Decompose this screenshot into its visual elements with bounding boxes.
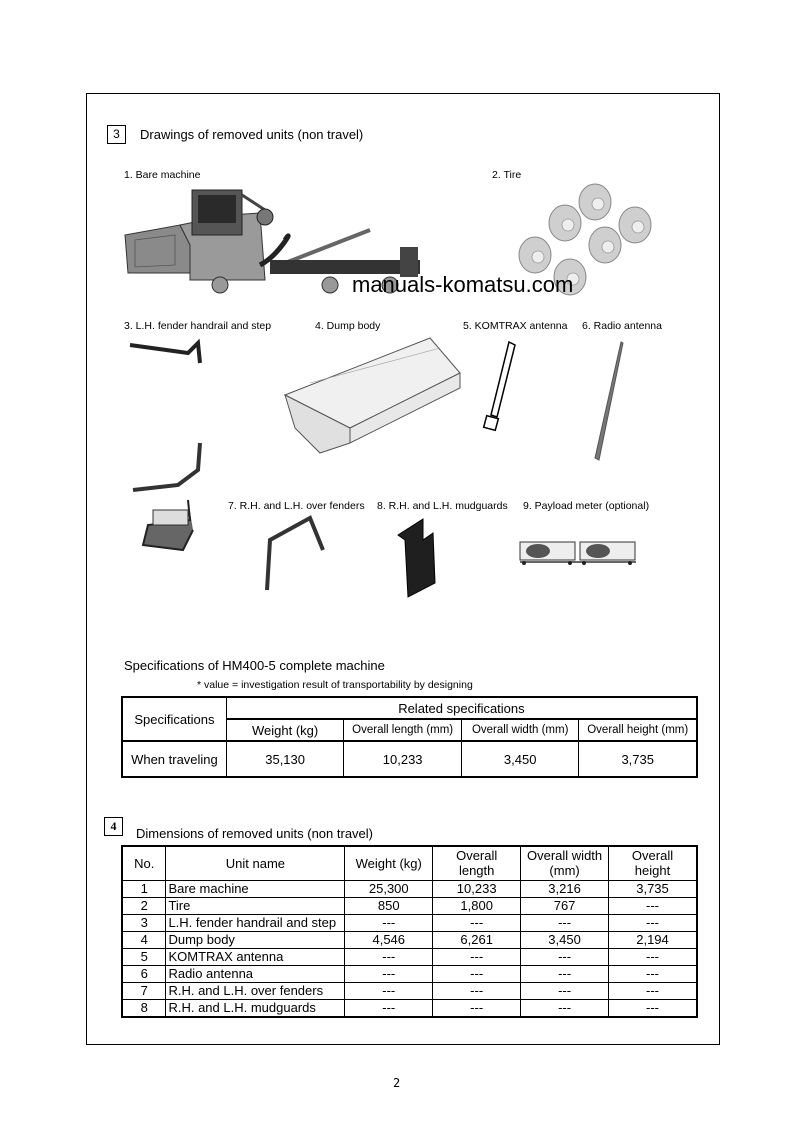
caption-payload-meter: 9. Payload meter (optional) [523,500,650,512]
row-name: R.H. and L.H. over fenders [166,982,345,999]
spec-value-length: 10,233 [344,741,462,777]
caption-fender-handrail: 3. L.H. fender handrail and step [124,320,272,332]
spec-table [121,696,698,778]
mudguards-drawing [393,515,443,600]
row-no: 2 [122,897,166,914]
spec-row-label: When traveling [122,741,226,777]
watermark: manuals-komatsu.com [352,272,574,297]
row-height: --- [609,897,697,914]
dims-col-height: Overall height [609,846,697,880]
row-height: --- [609,914,697,931]
spec-header-group: Related specifications [226,697,697,719]
row-weight: --- [345,948,433,965]
row-height: --- [609,948,697,965]
dims-col-length: Overall length [433,846,521,880]
row-no: 4 [122,931,166,948]
dims-col-width: Overall width (mm) [521,846,609,880]
spec-col-weight: Weight (kg) [226,719,344,741]
section-3-title: Drawings of removed units (non travel) [140,127,364,142]
row-height: --- [609,982,697,999]
table-row [122,897,697,914]
row-name: KOMTRAX antenna [166,948,345,965]
caption-mudguards: 8. R.H. and L.H. mudguards [377,500,508,512]
row-no: 8 [122,999,166,1017]
spec-header-left: Specifications [122,697,226,741]
spec-col-height: Overall height (mm) [579,719,697,741]
caption-radio-antenna: 6. Radio antenna [582,320,662,332]
page-number: 2 [393,1076,401,1090]
payload-meter-drawing [518,538,638,568]
row-weight: 850 [345,897,433,914]
spec-note: * value = investigation result of transportability by designing [197,679,473,691]
row-name: R.H. and L.H. mudguards [166,999,345,1017]
row-length: --- [433,999,521,1017]
row-length: --- [433,982,521,999]
caption-bare-machine: 1. Bare machine [124,169,201,181]
spec-value-height: 3,735 [579,741,697,777]
row-no: 5 [122,948,166,965]
dims-col-no: No. [122,846,166,880]
row-width: --- [521,982,609,999]
caption-over-fenders: 7. R.H. and L.H. over fenders [228,500,365,512]
row-name: Bare machine [166,880,345,897]
row-weight: --- [345,999,433,1017]
table-row [122,982,697,999]
table-row [122,914,697,931]
row-weight: --- [345,965,433,982]
row-name: L.H. fender handrail and step [166,914,345,931]
caption-dump-body: 4. Dump body [315,320,381,332]
table-row [122,999,697,1017]
table-row [122,880,697,897]
spec-value-weight: 35,130 [226,741,344,777]
row-name: Dump body [166,931,345,948]
spec-col-width: Overall width (mm) [461,719,579,741]
dims-col-unit: Unit name [166,846,345,880]
spec-col-length: Overall length (mm) [344,719,462,741]
row-weight: --- [345,982,433,999]
caption-komtrax-antenna: 5. KOMTRAX antenna [463,320,568,332]
row-length: --- [433,965,521,982]
dims-col-weight: Weight (kg) [345,846,433,880]
row-weight: 4,546 [345,931,433,948]
table-row [122,931,697,948]
row-no: 7 [122,982,166,999]
spec-value-width: 3,450 [461,741,579,777]
row-height: 3,735 [609,880,697,897]
row-length: 10,233 [433,880,521,897]
row-no: 6 [122,965,166,982]
row-length: --- [433,914,521,931]
row-weight: --- [345,914,433,931]
dump-body-drawing [280,333,465,458]
row-width: 3,216 [521,880,609,897]
radio-antenna-drawing [590,340,630,465]
row-length: --- [433,948,521,965]
section-4-number: 4 [104,817,123,836]
spec-title: Specifications of HM400-5 complete machine [124,658,385,673]
row-height: 2,194 [609,931,697,948]
section-4-title: Dimensions of removed units (non travel) [136,826,373,841]
row-width: 767 [521,897,609,914]
section-3-number: 3 [107,125,126,144]
table-row [122,965,697,982]
row-height: --- [609,965,697,982]
row-name: Tire [166,897,345,914]
row-name: Radio antenna [166,965,345,982]
caption-tire: 2. Tire [492,169,522,181]
komtrax-antenna-drawing [482,337,522,437]
row-no: 3 [122,914,166,931]
fender-handrail-drawing [128,335,218,560]
table-row [122,948,697,965]
row-width: --- [521,914,609,931]
row-no: 1 [122,880,166,897]
row-weight: 25,300 [345,880,433,897]
row-width: 3,450 [521,931,609,948]
row-width: --- [521,948,609,965]
row-height: --- [609,999,697,1017]
over-fenders-drawing [255,515,335,595]
dimensions-table [121,845,698,1018]
row-length: 6,261 [433,931,521,948]
row-width: --- [521,965,609,982]
row-width: --- [521,999,609,1017]
row-length: 1,800 [433,897,521,914]
